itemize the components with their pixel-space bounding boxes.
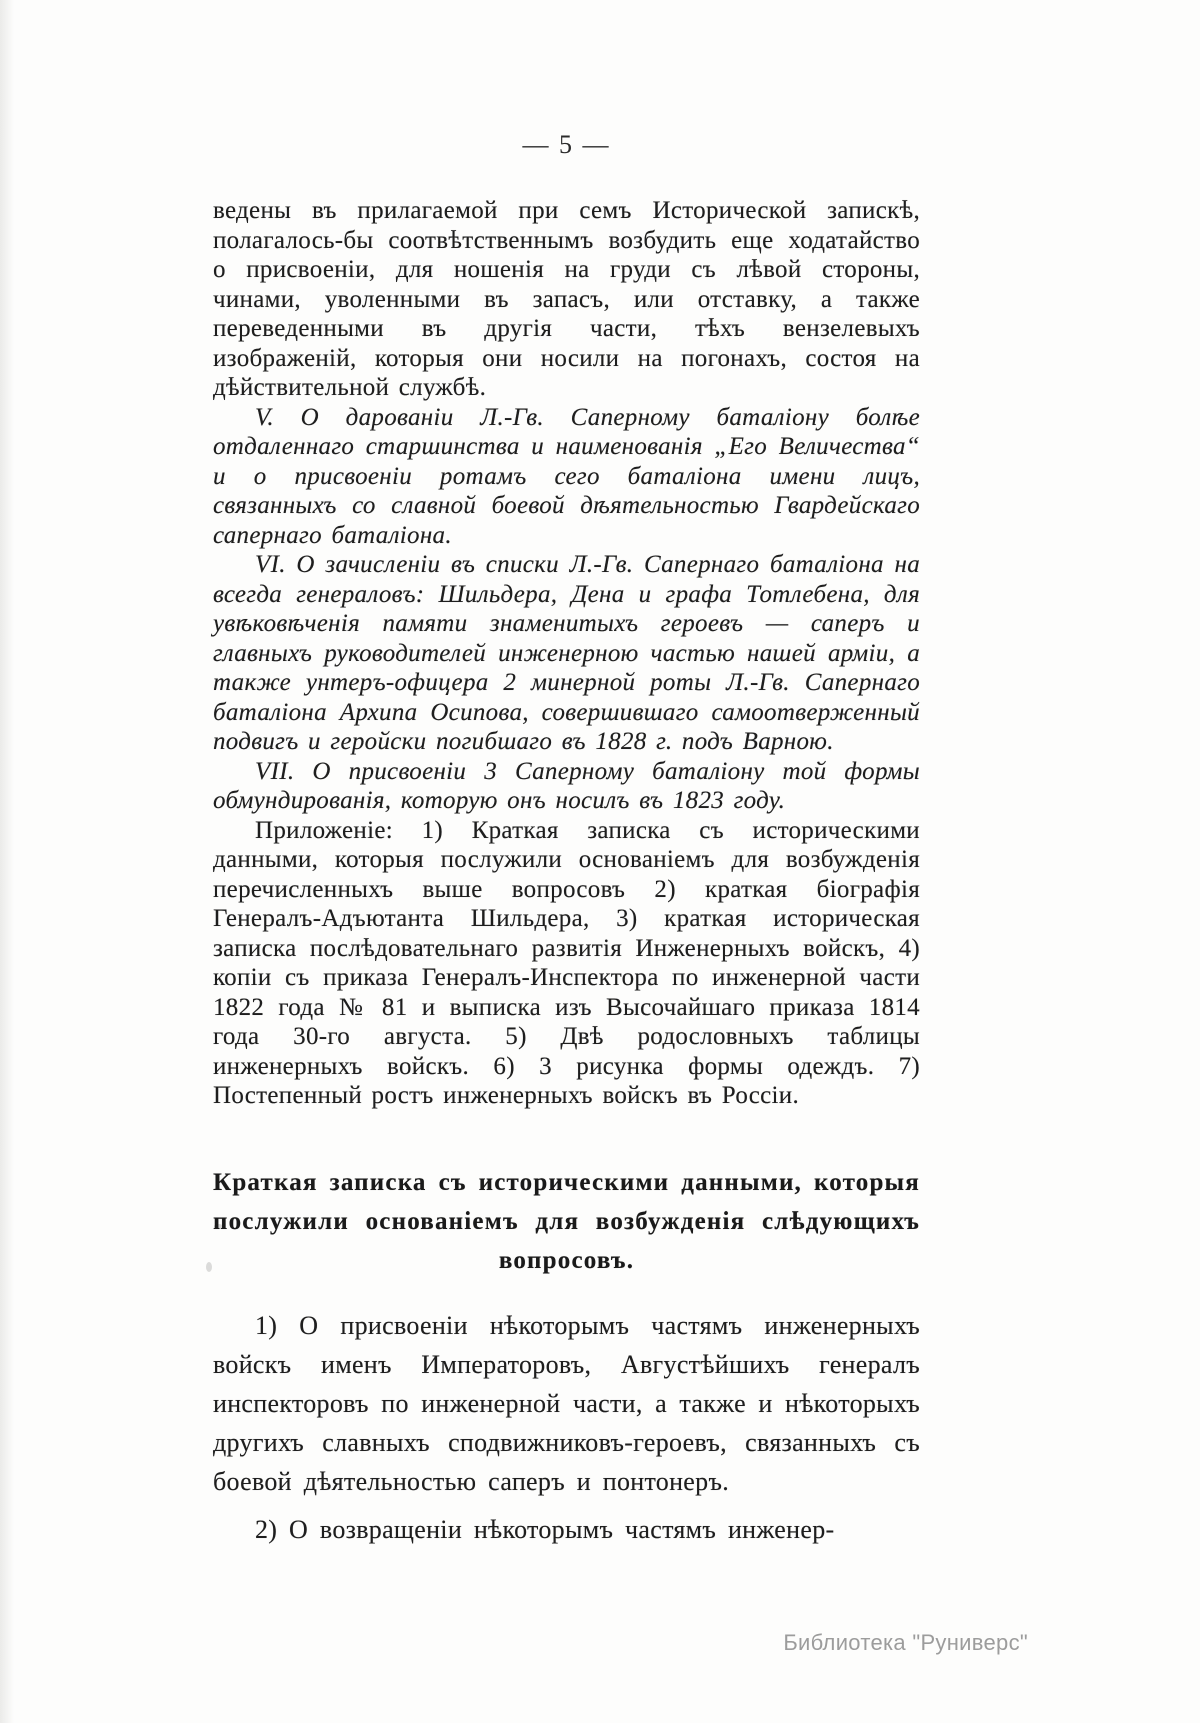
section-heading: Краткая записка съ историческими данными, которыя послужили основаніемъ для возбужденія слѣдующихъ вопросовъ.	[213, 1168, 920, 1274]
paragraph-question-2: 2) О возвращеніи нѣкоторымъ частямъ инженер-	[255, 1514, 835, 1544]
scan-artifact	[206, 1262, 212, 1272]
paragraph-item-vii: VII. О присвоеніи 3 Саперному баталіону той формы обмундированія, которую онъ носилъ въ 1823 году.	[213, 757, 920, 814]
library-watermark: Библиотека "Руниверс"	[783, 1630, 1028, 1655]
paragraph-item-vi: VI. О зачисленіи въ списки Л.-Гв. Сапернаго баталіона на всегда генераловъ: Шильдера, Дена и графа Тотлебена, для увѣковѣченія памяти знаменитыхъ героевъ — саперъ и главныхъ руководителей инженерною частью нашей арміи, а также унтеръ-офицера 2 минерной роты Л.-Гв. Сапернаго баталіона Архипа Осипова, совершившаго самоотверженный подвигъ и геройски погибшаго въ 1828 г. подъ Варною.	[213, 551, 920, 755]
paragraph-prilozhenie: Приложеніе: 1) Краткая записка съ историческими данными, которыя послужили основаніемъ для возбужденія перечисленныхъ выше вопросовъ 2) краткая біографія Генералъ-Адъютанта Шильдера, 3) краткая историческая записка послѣдовательнаго развитія Инженерныхъ войскъ, 4) копіи съ приказа Генералъ-Инспектора по инженерной части 1822 года № 81 и выписка изъ Высочайшаго приказа 1814 года 30-го августа. 5) Двѣ родословныхъ таблицы инженерныхъ войскъ. 6) 3 рисунка формы одеждъ. 7) Постепенный ростъ инженерныхъ войскъ въ Россіи.	[213, 816, 920, 1109]
page-edge-shadow	[0, 0, 14, 1723]
paragraph-intro-continuation: ведены въ прилагаемой при семъ Исторической запискѣ, полагалось-бы соотвѣтственнымъ возбудить еще ходатайство о присвоеніи, для ношенія на груди съ лѣвой стороны, чинами, уволенными въ запасъ, или отставку, а также переведенными въ другія части, тѣхъ вензелевыхъ изображеній, которыя они носили на погонахъ, состоя на дѣйствительной службѣ.	[213, 197, 920, 401]
page-number: — 5 —	[522, 130, 611, 159]
paragraph-item-v: V. О дарованіи Л.-Гв. Саперному баталіону болѣе отдаленнаго старшинства и наименованія „Его Величества“ и о присвоеніи ротамъ сего баталіона имени лицъ, связанныхъ со славной боевой дѣятельностью Гвардейскаго сапернаго баталіона.	[213, 403, 920, 549]
paragraph-question-1: 1) О присвоеніи нѣкоторымъ частямъ инженерныхъ войскъ именъ Императоровъ, Августѣйшихъ генералъ инспекторовъ по инженерной части, а также и нѣкоторыхъ другихъ славныхъ сподвижниковъ-героевъ, связанныхъ съ боевой дѣятельностью саперъ и понтонеръ.	[213, 1310, 920, 1496]
text-column	[213, 130, 920, 1549]
